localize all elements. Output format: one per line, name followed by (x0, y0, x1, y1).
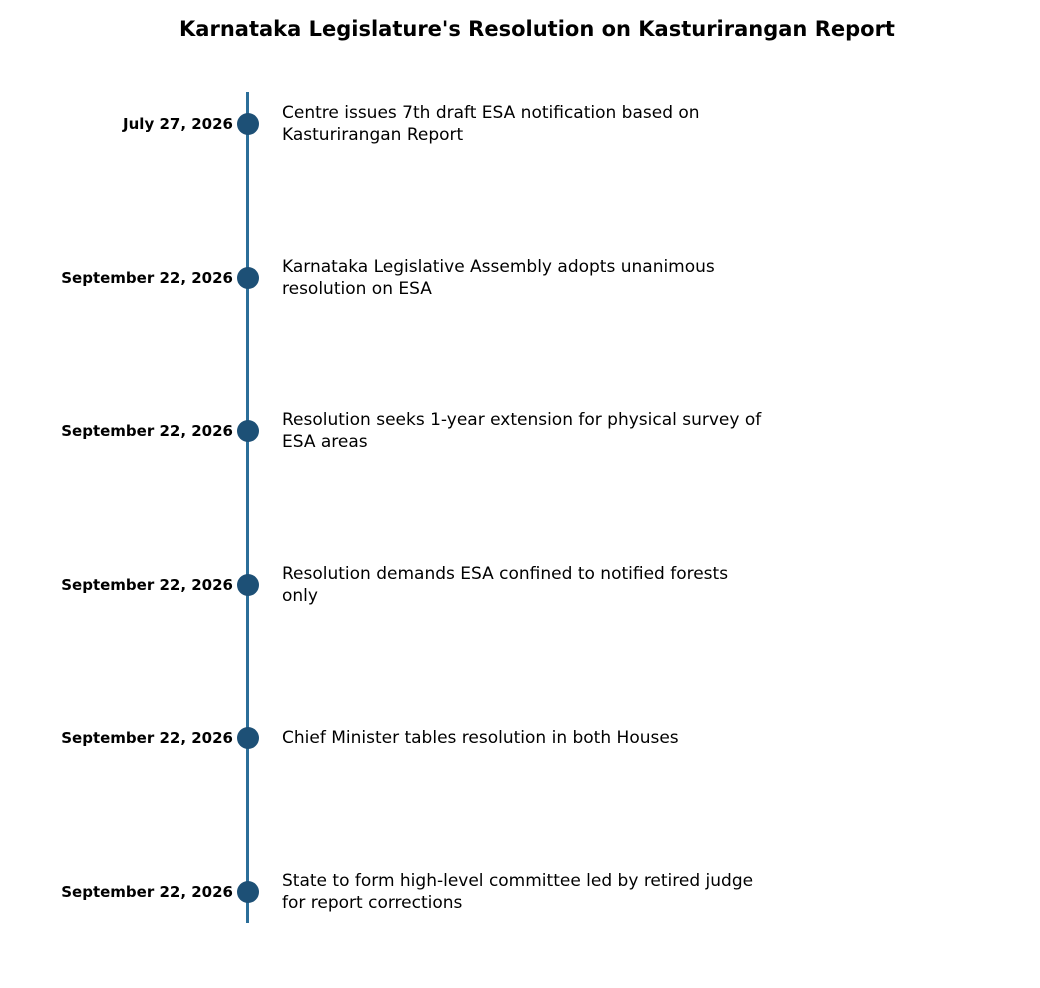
event-date: September 22, 2026 (61, 269, 233, 287)
event-marker-dot (237, 420, 259, 442)
event-date: September 22, 2026 (61, 576, 233, 594)
event-marker-dot (237, 574, 259, 596)
event-marker-dot (237, 727, 259, 749)
timeline-axis-line (246, 92, 249, 923)
event-marker-dot (237, 113, 259, 135)
event-description: Chief Minister tables resolution in both Houses (282, 728, 679, 748)
event-marker-dot (237, 881, 259, 903)
event-marker-dot (237, 267, 259, 289)
event-description: Resolution seeks 1-year extension for physical survey of ESA areas (282, 410, 762, 452)
event-date: September 22, 2026 (61, 883, 233, 901)
event-description: State to form high-level committee led by retired judge for report corrections (282, 871, 754, 913)
event-description: Karnataka Legislative Assembly adopts unanimous resolution on ESA (282, 257, 715, 299)
event-date: September 22, 2026 (61, 422, 233, 440)
event-description: Resolution demands ESA confined to notified forests only (282, 564, 729, 606)
event-date: September 22, 2026 (61, 729, 233, 747)
event-description: Centre issues 7th draft ESA notification based on Kasturirangan Report (282, 103, 700, 145)
event-date: July 27, 2026 (123, 115, 233, 133)
timeline-title: Karnataka Legislature's Resolution on Kasturirangan Report (179, 17, 895, 41)
